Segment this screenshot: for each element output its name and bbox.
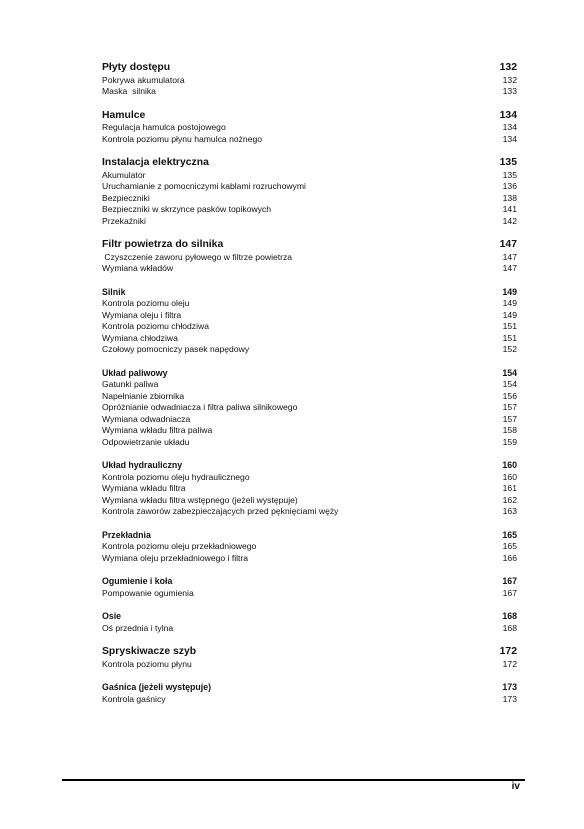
toc-section-heading[interactable] (102, 110, 517, 123)
section-title: Spryskiwacze szyb (102, 646, 197, 657)
entry-label: Bezpieczniki (102, 192, 150, 203)
entry-page-number: 141 (502, 204, 517, 214)
entry-label: Kontrola zaworów zabezpieczających przed pęknięciami węży (102, 506, 339, 516)
toc-section (102, 287, 517, 356)
entry-label: Wymiana wkładów (102, 263, 174, 273)
entry-label: Kontrola poziomu płynu (102, 658, 192, 669)
entry-label: Kontrola poziomu oleju przekładniowego (102, 541, 257, 551)
entry-label: Kontrola poziomu oleju hydraulicznego (102, 471, 250, 482)
section-title: Hamulce (102, 109, 146, 121)
toc-section-heading[interactable] (102, 62, 517, 75)
toc-entry[interactable] (102, 86, 517, 98)
section-title: Gaśnica (jeżeli występuje) (102, 682, 212, 692)
toc-entry[interactable] (102, 506, 517, 518)
entry-page-number: 149 (502, 298, 517, 308)
entry-page-number: 133 (502, 86, 517, 96)
toc-section-heading[interactable] (102, 157, 517, 170)
entry-label: Wymiana wkładu filtra paliwa (102, 425, 213, 435)
toc-section-heading[interactable] (102, 576, 517, 588)
toc-entry[interactable] (102, 437, 517, 449)
section-page-number: 135 (499, 157, 517, 168)
toc-section-heading[interactable] (102, 239, 517, 252)
entry-label: Czołowy pomocniczy pasek napędowy (102, 344, 250, 354)
entry-label: Pokrywa akumulatora (102, 74, 185, 85)
entry-label: Kontrola poziomu płynu hamulca nożnego (102, 133, 263, 144)
section-title: Ogumienie i koła (102, 576, 173, 586)
entry-page-number: 135 (502, 169, 517, 180)
toc-entry[interactable] (102, 298, 517, 310)
entry-label: Przekaźniki (102, 215, 146, 226)
section-title: Osie (102, 611, 122, 621)
section-page-number: 168 (502, 611, 517, 621)
footer-rule (62, 779, 525, 781)
section-page-number: 160 (502, 460, 517, 470)
section-page-number: 132 (499, 62, 517, 73)
entry-label: Akumulator (102, 169, 146, 180)
entry-page-number: 134 (502, 122, 517, 132)
entry-label: Wymiana oleju i filtra (102, 309, 182, 320)
entry-label: Kontrola poziomu chłodziwa (102, 321, 210, 331)
toc-section (102, 682, 517, 705)
section-title: Układ paliwowy (102, 367, 168, 378)
toc-section (102, 368, 517, 449)
toc-entry[interactable] (102, 402, 517, 414)
entry-page-number: 151 (502, 332, 517, 343)
entry-page-number: 132 (502, 74, 517, 85)
toc-section (102, 239, 517, 275)
toc-entry[interactable] (102, 321, 517, 333)
section-page-number: 165 (502, 529, 517, 540)
toc-entry[interactable] (102, 216, 517, 228)
entry-page-number: 158 (502, 425, 517, 435)
section-title: Płyty dostępu (102, 62, 171, 73)
section-page-number: 172 (499, 646, 517, 657)
entry-label: Napełnianie zbiornika (102, 390, 185, 401)
entry-label: Wymiana chłodziwa (102, 332, 178, 343)
toc-entry[interactable] (102, 414, 517, 426)
entry-label: Opróżnianie odwadniacza i filtra paliwa silnikowego (102, 402, 298, 412)
entry-label: Pompowanie ogumienia (102, 587, 194, 598)
toc-entry[interactable] (102, 170, 517, 182)
entry-page-number: 149 (502, 309, 517, 320)
section-page-number: 154 (502, 367, 517, 378)
entry-page-number: 163 (502, 506, 517, 516)
entry-label: Uruchamianie z pomocniczymi kablami rozruchowymi (102, 181, 306, 191)
toc-entry[interactable] (102, 425, 517, 437)
entry-page-number: 142 (502, 215, 517, 226)
entry-label: Gatunki paliwa (102, 379, 159, 389)
toc-entry[interactable] (102, 193, 517, 205)
toc-entry[interactable] (102, 333, 517, 345)
toc-entry[interactable] (102, 263, 517, 275)
entry-page-number: 162 (502, 494, 517, 505)
toc-section (102, 110, 517, 146)
entry-label: Wymiana wkładu filtra (102, 483, 186, 493)
toc-entry[interactable] (102, 588, 517, 600)
section-page-number: 173 (502, 682, 517, 692)
toc-section-heading[interactable] (102, 530, 517, 542)
toc-entry[interactable] (102, 122, 517, 134)
toc-section (102, 530, 517, 565)
toc-section (102, 646, 517, 670)
entry-label: Oś przednia i tylna (102, 622, 174, 633)
entry-label: Wymiana odwadniacza (102, 413, 191, 424)
entry-label: Bezpieczniki w skrzynce pasków topikowych (102, 204, 272, 214)
section-title: Przekładnia (102, 529, 151, 540)
section-title: Silnik (102, 286, 126, 297)
entry-label: Kontrola gaśnicy (102, 693, 166, 704)
section-title: Układ hydrauliczny (102, 460, 183, 470)
section-page-number: 167 (502, 576, 517, 586)
table-of-contents (102, 62, 517, 717)
toc-entry[interactable] (102, 541, 517, 553)
section-page-number: 149 (502, 286, 517, 297)
toc-section-heading[interactable] (102, 368, 517, 380)
entry-page-number: 136 (502, 181, 517, 191)
entry-label: Wymiana oleju przekładniowego i filtra (102, 552, 249, 563)
entry-page-number: 161 (502, 483, 517, 493)
toc-entry[interactable] (102, 134, 517, 146)
entry-page-number: 157 (502, 413, 517, 424)
toc-entry[interactable] (102, 659, 517, 671)
footer-page-number: iv (511, 781, 520, 792)
toc-entry[interactable] (102, 553, 517, 565)
toc-section (102, 576, 517, 599)
entry-page-number: 152 (502, 344, 517, 354)
toc-entry[interactable] (102, 483, 517, 495)
entry-label: Regulacja hamulca postojowego (102, 122, 226, 132)
toc-entry[interactable] (102, 472, 517, 484)
entry-page-number: 160 (502, 471, 517, 482)
toc-entry[interactable] (102, 310, 517, 322)
toc-section-heading[interactable] (102, 646, 517, 659)
entry-page-number: 159 (502, 436, 517, 447)
toc-section (102, 157, 517, 227)
toc-section-heading[interactable] (102, 460, 517, 472)
entry-page-number: 167 (502, 587, 517, 598)
entry-page-number: 134 (502, 133, 517, 144)
toc-section-heading[interactable] (102, 682, 517, 694)
toc-entry[interactable] (102, 495, 517, 507)
section-title: Instalacja elektryczna (102, 157, 209, 168)
entry-page-number: 168 (502, 622, 517, 633)
entry-page-number: 166 (502, 552, 517, 563)
toc-entry[interactable] (102, 204, 517, 216)
toc-section-heading[interactable] (102, 287, 517, 299)
toc-section-heading[interactable] (102, 611, 517, 623)
entry-page-number: 147 (502, 251, 517, 262)
section-page-number: 147 (499, 239, 517, 250)
toc-entry[interactable] (102, 694, 517, 706)
entry-label: Odpowietrzanie układu (102, 436, 190, 447)
toc-entry[interactable] (102, 181, 517, 193)
section-title: Filtr powietrza do silnika (102, 239, 224, 250)
entry-page-number: 165 (502, 541, 517, 551)
entry-page-number: 156 (502, 390, 517, 401)
toc-entry[interactable] (102, 379, 517, 391)
entry-page-number: 138 (502, 192, 517, 203)
entry-page-number: 147 (502, 263, 517, 273)
toc-entry[interactable] (102, 344, 517, 356)
toc-entry[interactable] (102, 75, 517, 87)
entry-label: Kontrola poziomu oleju (102, 298, 190, 308)
toc-section (102, 611, 517, 634)
toc-entry[interactable] (102, 252, 517, 264)
toc-section (102, 460, 517, 518)
entry-page-number: 154 (502, 379, 517, 389)
entry-label: Czyszczenie zaworu pyłowego w filtrze powietrza (102, 251, 293, 262)
entry-page-number: 151 (502, 321, 517, 331)
entry-page-number: 157 (502, 402, 517, 412)
entry-page-number: 173 (502, 693, 517, 704)
toc-entry[interactable] (102, 623, 517, 635)
toc-entry[interactable] (102, 391, 517, 403)
toc-section (102, 62, 517, 98)
section-page-number: 134 (499, 109, 517, 121)
entry-label: Maska silnika (102, 86, 156, 96)
entry-label: Wymiana wkładu filtra wstępnego (jeżeli występuje) (102, 494, 298, 505)
entry-page-number: 172 (502, 658, 517, 669)
